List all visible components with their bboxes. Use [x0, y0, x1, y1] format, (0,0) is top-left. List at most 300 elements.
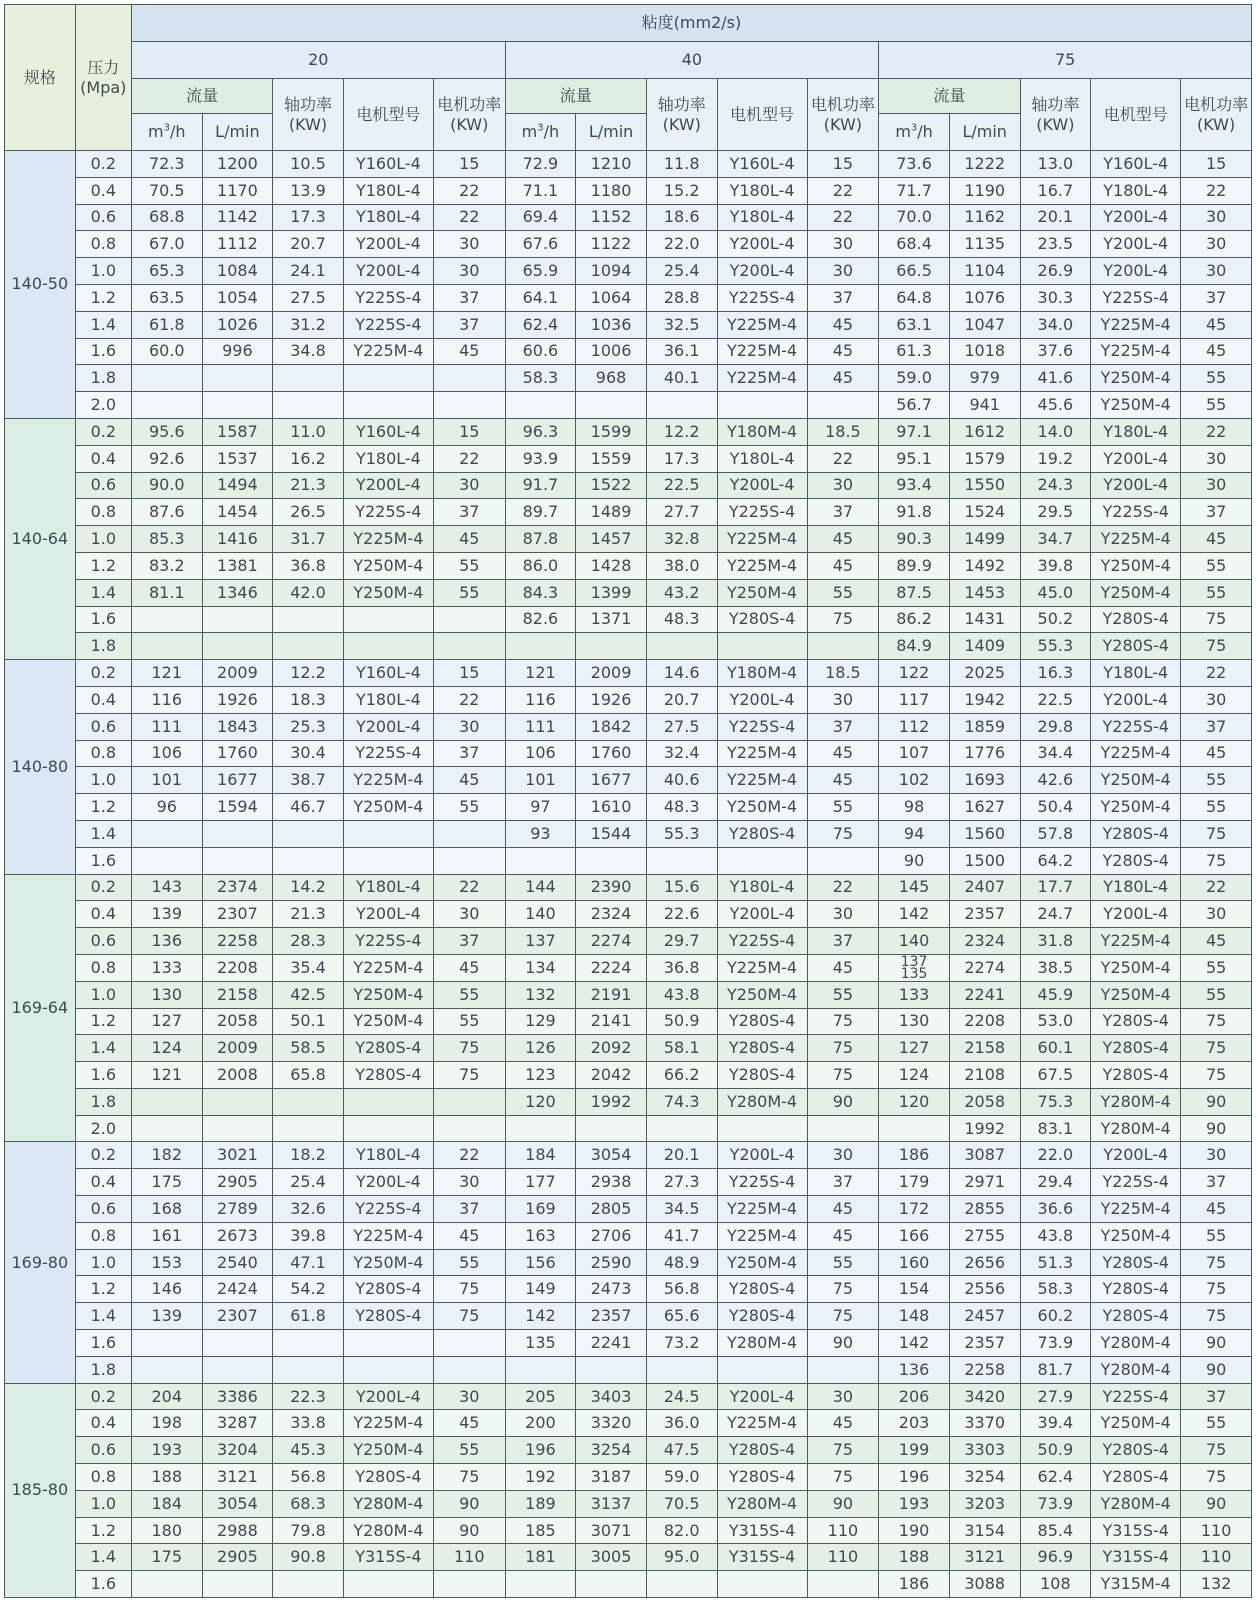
value-cell: 1094 [576, 258, 647, 285]
value-cell: Y180L-4 [1091, 177, 1181, 204]
value-cell: 37 [433, 1196, 505, 1223]
value-cell: Y280M-4 [343, 1490, 433, 1517]
value-cell: 1579 [949, 445, 1020, 472]
value-cell: 71.1 [505, 177, 576, 204]
value-cell: Y180L-4 [343, 874, 433, 901]
value-cell: 126 [505, 1035, 576, 1062]
value-cell: 45.6 [1020, 392, 1091, 419]
value-cell: Y225M-4 [1091, 526, 1181, 553]
value-cell: Y225M-4 [1091, 338, 1181, 365]
value-cell: 3088 [949, 1571, 1020, 1598]
value-cell: 1627 [949, 794, 1020, 821]
value-cell: 15 [433, 151, 505, 178]
value-cell: 95.0 [646, 1544, 717, 1571]
value-cell: 45.0 [1020, 579, 1091, 606]
value-cell: 2307 [202, 1303, 273, 1330]
value-cell: 199 [879, 1437, 950, 1464]
pressure-cell: 1.6 [75, 1330, 131, 1357]
table-row [5, 1062, 1252, 1089]
value-cell: 2258 [202, 928, 273, 955]
shaft-power-label: 轴功率 [657, 94, 706, 114]
value-cell: 1524 [949, 499, 1020, 526]
value-cell: 86.2 [879, 606, 950, 633]
value-cell: 124 [879, 1062, 950, 1089]
table-row [5, 1222, 1252, 1249]
value-cell: 55 [1181, 767, 1252, 794]
value-cell: 55 [433, 579, 505, 606]
value-cell: 55 [433, 1008, 505, 1035]
value-cell: Y225S-4 [343, 284, 433, 311]
value-cell: Y200L-4 [717, 231, 807, 258]
value-cell: Y250M-4 [1091, 767, 1181, 794]
value-cell: 185 [505, 1517, 576, 1544]
flow-lmin-header: L/min [949, 114, 1020, 151]
value-cell: 75 [807, 1437, 879, 1464]
value-cell: 87.6 [131, 499, 202, 526]
value-cell: 1494 [202, 472, 273, 499]
value-cell: 1500 [949, 847, 1020, 874]
pressure-cell: 1.2 [75, 794, 131, 821]
table-row [5, 794, 1252, 821]
value-cell [343, 1115, 433, 1142]
value-cell: Y225M-4 [717, 365, 807, 392]
table-row [5, 1142, 1252, 1169]
pressure-cell: 1.6 [75, 1571, 131, 1598]
value-cell: 55 [807, 1249, 879, 1276]
value-cell: 22 [433, 204, 505, 231]
pressure-cell: 1.2 [75, 1276, 131, 1303]
flow-header: 流量 [879, 79, 1020, 114]
table-row [5, 981, 1252, 1008]
value-cell: 184 [505, 1142, 576, 1169]
flow-m3h-prefix: m [895, 122, 911, 141]
value-cell: 121 [131, 660, 202, 687]
flow-lmin-header: L/min [576, 114, 647, 151]
value-cell: 14.0 [1020, 418, 1091, 445]
value-cell: 75 [807, 820, 879, 847]
value-cell: 96 [131, 794, 202, 821]
value-cell: Y200L-4 [1091, 445, 1181, 472]
value-cell: 55 [433, 552, 505, 579]
value-cell: 1222 [949, 151, 1020, 178]
value-cell: 25.4 [646, 258, 717, 285]
value-cell [433, 1088, 505, 1115]
value-cell: 22.5 [646, 472, 717, 499]
viscosity-75-header: 75 [879, 42, 1252, 79]
value-cell: 67.0 [131, 231, 202, 258]
value-cell: Y225S-4 [1091, 1383, 1181, 1410]
value-cell: Y225S-4 [343, 499, 433, 526]
table-row [5, 445, 1252, 472]
value-cell: 1760 [576, 740, 647, 767]
value-cell: 40.1 [646, 365, 717, 392]
value-cell: 1776 [949, 740, 1020, 767]
table-row [5, 874, 1252, 901]
pressure-cell: 1.2 [75, 1008, 131, 1035]
pressure-cell: 1.4 [75, 1303, 131, 1330]
value-cell: Y225M-4 [717, 954, 807, 981]
value-cell: 45 [1181, 526, 1252, 553]
value-cell: 34.5 [646, 1196, 717, 1223]
spec-cell: 140-50 [5, 151, 76, 419]
value-cell: 55 [1181, 1222, 1252, 1249]
table-row [5, 767, 1252, 794]
value-cell: 45 [807, 740, 879, 767]
value-cell: 50.9 [646, 1008, 717, 1035]
value-cell: 190 [879, 1517, 950, 1544]
value-cell: 15 [1181, 151, 1252, 178]
value-cell: 2274 [949, 954, 1020, 981]
table-row [5, 606, 1252, 633]
value-cell: Y280S-4 [1091, 1008, 1181, 1035]
value-cell: 1492 [949, 552, 1020, 579]
value-cell: Y280S-4 [717, 1276, 807, 1303]
value-cell: 30 [433, 1169, 505, 1196]
value-cell: Y180L-4 [343, 445, 433, 472]
value-cell: 1170 [202, 177, 273, 204]
value-cell: 25.3 [273, 713, 344, 740]
value-cell: 193 [879, 1490, 950, 1517]
value-cell: 69.4 [505, 204, 576, 231]
value-cell: 3121 [949, 1544, 1020, 1571]
value-cell [433, 392, 505, 419]
table-row [5, 686, 1252, 713]
value-cell: 13.9 [273, 177, 344, 204]
value-cell: Y250M-4 [717, 981, 807, 1008]
value-cell: 1416 [202, 526, 273, 553]
value-cell: 188 [131, 1464, 202, 1491]
value-cell: 50.4 [1020, 794, 1091, 821]
value-cell [131, 633, 202, 660]
value-cell: Y250M-4 [1091, 1222, 1181, 1249]
pressure-cell: 1.2 [75, 1517, 131, 1544]
value-cell: Y280M-4 [717, 1088, 807, 1115]
value-cell: Y225M-4 [717, 338, 807, 365]
value-cell: 15 [433, 418, 505, 445]
value-cell: Y200L-4 [717, 1383, 807, 1410]
value-cell: 68.3 [273, 1490, 344, 1517]
value-cell: 2590 [576, 1249, 647, 1276]
value-cell: 1112 [202, 231, 273, 258]
value-cell: 64.1 [505, 284, 576, 311]
value-cell: 21.3 [273, 472, 344, 499]
value-cell: Y225S-4 [717, 1169, 807, 1196]
value-cell: 2938 [576, 1169, 647, 1196]
value-cell: 30 [1181, 445, 1252, 472]
value-cell: 1843 [202, 713, 273, 740]
table-header [5, 5, 1252, 151]
value-cell: 97.1 [879, 418, 950, 445]
value-cell: Y280S-4 [717, 1303, 807, 1330]
value-cell: 102 [879, 767, 950, 794]
value-cell: 65.9 [505, 258, 576, 285]
value-cell: 75 [807, 1464, 879, 1491]
value-cell: 1610 [576, 794, 647, 821]
value-cell [505, 1571, 576, 1598]
value-cell: 1453 [949, 579, 1020, 606]
value-cell [131, 606, 202, 633]
value-cell: Y225S-4 [1091, 1169, 1181, 1196]
value-cell: 16.2 [273, 445, 344, 472]
value-cell: 30 [433, 713, 505, 740]
value-cell: 1454 [202, 499, 273, 526]
value-cell: 121 [505, 660, 576, 687]
value-cell: 2424 [202, 1276, 273, 1303]
value-cell: 85.4 [1020, 1517, 1091, 1544]
value-cell: 2324 [576, 901, 647, 928]
value-cell: 22.3 [273, 1383, 344, 1410]
value-cell: 68.4 [879, 231, 950, 258]
value-cell: Y315S-4 [717, 1544, 807, 1571]
value-cell: 75 [807, 1062, 879, 1089]
value-cell [343, 392, 433, 419]
value-cell: 55 [807, 794, 879, 821]
value-cell: 66.5 [879, 258, 950, 285]
value-cell: 45 [1181, 928, 1252, 955]
value-cell: 87.8 [505, 526, 576, 553]
value-cell [576, 1356, 647, 1383]
value-cell: Y225M-4 [343, 338, 433, 365]
pressure-cell: 1.0 [75, 767, 131, 794]
value-cell: Y280M-4 [1091, 1356, 1181, 1383]
value-cell: 205 [505, 1383, 576, 1410]
value-cell: 97 [505, 794, 576, 821]
value-cell: 93 [505, 820, 576, 847]
spec-cell: 169-64 [5, 874, 76, 1142]
value-cell: 75 [1181, 1437, 1252, 1464]
value-cell: 37 [807, 713, 879, 740]
value-cell [131, 1115, 202, 1142]
value-cell: 1381 [202, 552, 273, 579]
value-cell: 67.6 [505, 231, 576, 258]
value-cell: 75 [1181, 1062, 1252, 1089]
value-cell: Y200L-4 [717, 1142, 807, 1169]
motor-power-header [1181, 79, 1252, 151]
table-row [5, 1437, 1252, 1464]
value-cell: 2042 [576, 1062, 647, 1089]
value-cell: 20.1 [646, 1142, 717, 1169]
table-row [5, 177, 1252, 204]
value-cell: 98 [879, 794, 950, 821]
value-cell [717, 1115, 807, 1142]
value-cell: 90 [1181, 1490, 1252, 1517]
value-cell: 16.7 [1020, 177, 1091, 204]
table-row [5, 338, 1252, 365]
value-cell: Y200L-4 [343, 901, 433, 928]
value-cell: 2357 [576, 1303, 647, 1330]
value-cell: Y180L-4 [343, 686, 433, 713]
pressure-cell: 1.8 [75, 633, 131, 660]
value-cell: 37 [433, 311, 505, 338]
value-cell: 94 [879, 820, 950, 847]
pressure-cell: 0.2 [75, 418, 131, 445]
value-cell: 2407 [949, 874, 1020, 901]
value-cell: 55 [1181, 1410, 1252, 1437]
value-cell [807, 847, 879, 874]
shaft-power-unit: (KW) [662, 114, 701, 134]
value-cell: 45 [1181, 338, 1252, 365]
pressure-label: 压力 [87, 57, 120, 77]
value-cell [807, 633, 879, 660]
value-cell: 1346 [202, 579, 273, 606]
value-cell: Y225S-4 [343, 740, 433, 767]
value-cell: 58.1 [646, 1035, 717, 1062]
value-cell: Y225M-4 [717, 767, 807, 794]
value-cell: 72.3 [131, 151, 202, 178]
motor-power-header [433, 79, 505, 151]
pressure-cell: 1.4 [75, 1544, 131, 1571]
value-cell: Y315S-4 [717, 1517, 807, 1544]
value-cell: Y225S-4 [1091, 713, 1181, 740]
value-cell [576, 392, 647, 419]
value-cell: Y280S-4 [1091, 847, 1181, 874]
pressure-cell: 2.0 [75, 392, 131, 419]
value-cell: Y200L-4 [717, 901, 807, 928]
value-cell: 55 [1181, 365, 1252, 392]
pressure-cell: 0.6 [75, 713, 131, 740]
value-cell: 55 [1181, 794, 1252, 821]
value-cell: 2789 [202, 1196, 273, 1223]
value-cell: 1084 [202, 258, 273, 285]
flow-header: 流量 [505, 79, 646, 114]
value-cell: 32.4 [646, 740, 717, 767]
value-cell: Y200L-4 [343, 258, 433, 285]
value-cell: 37 [1181, 284, 1252, 311]
value-cell: 23.5 [1020, 231, 1091, 258]
table-row [5, 579, 1252, 606]
value-cell: 50.1 [273, 1008, 344, 1035]
value-cell: Y160L-4 [717, 151, 807, 178]
value-cell: 55 [433, 794, 505, 821]
value-cell [807, 1356, 879, 1383]
value-cell: 2108 [949, 1062, 1020, 1089]
value-cell: Y250M-4 [1091, 392, 1181, 419]
value-cell: 75 [1181, 1035, 1252, 1062]
value-cell: 31.2 [273, 311, 344, 338]
value-cell: Y225S-4 [717, 499, 807, 526]
motor-model-header: 电机型号 [343, 79, 433, 151]
value-cell: 136 [131, 928, 202, 955]
value-cell: 56.7 [879, 392, 950, 419]
value-cell: 1162 [949, 204, 1020, 231]
value-cell [717, 1571, 807, 1598]
pressure-cell: 0.6 [75, 1437, 131, 1464]
value-cell: 144 [505, 874, 576, 901]
value-cell: Y200L-4 [343, 1169, 433, 1196]
value-cell: 2457 [949, 1303, 1020, 1330]
pump-performance-table [4, 4, 1252, 1598]
value-cell: 2208 [202, 954, 273, 981]
spec-cell: 140-80 [5, 660, 76, 874]
flow-m3h-sup: 3 [537, 122, 544, 134]
flow-header: 流量 [131, 79, 272, 114]
value-cell: 90 [879, 847, 950, 874]
value-cell: 134 [505, 954, 576, 981]
value-cell: 14.2 [273, 874, 344, 901]
value-cell: 37 [433, 928, 505, 955]
value-cell: 90 [433, 1490, 505, 1517]
value-cell: 101 [131, 767, 202, 794]
value-cell: Y280M-4 [717, 1490, 807, 1517]
value-cell: 1047 [949, 311, 1020, 338]
value-cell [879, 1115, 950, 1142]
value-cell: 60.2 [1020, 1303, 1091, 1330]
value-cell: 133 [879, 981, 950, 1008]
value-cell: 18.5 [807, 418, 879, 445]
pressure-cell: 1.6 [75, 847, 131, 874]
value-cell: 112 [879, 713, 950, 740]
value-cell: 55 [433, 1437, 505, 1464]
table-row [5, 499, 1252, 526]
value-cell [202, 1356, 273, 1383]
value-cell [131, 1330, 202, 1357]
value-cell: 1399 [576, 579, 647, 606]
value-cell: Y180L-4 [717, 874, 807, 901]
flow-m3h-suffix: /h [917, 122, 933, 141]
value-cell: Y225M-4 [343, 1222, 433, 1249]
value-cell [202, 606, 273, 633]
value-cell: 71.7 [879, 177, 950, 204]
value-cell: 75 [1181, 606, 1252, 633]
value-cell: 106 [131, 740, 202, 767]
value-cell: 3287 [202, 1410, 273, 1437]
table-row [5, 1115, 1252, 1142]
value-cell: 34.0 [1020, 311, 1091, 338]
pressure-cell: 0.4 [75, 445, 131, 472]
shaft-power-unit: (KW) [288, 114, 328, 134]
value-cell: 2805 [576, 1196, 647, 1223]
value-cell [807, 1571, 879, 1598]
value-cell [646, 847, 717, 874]
value-cell: 75 [1181, 1464, 1252, 1491]
value-cell: 73.9 [1020, 1490, 1091, 1517]
value-cell [576, 1115, 647, 1142]
value-cell: 45 [433, 1222, 505, 1249]
value-cell: 2905 [202, 1169, 273, 1196]
value-cell: 24.7 [1020, 901, 1091, 928]
value-cell [202, 392, 273, 419]
value-cell: 61.8 [273, 1303, 344, 1330]
flow-m3h-sup: 3 [910, 122, 918, 134]
shaft-power-header [646, 79, 717, 151]
value-cell: 11.8 [646, 151, 717, 178]
value-cell [131, 1356, 202, 1383]
value-cell: 3071 [576, 1517, 647, 1544]
pressure-cell: 1.6 [75, 1062, 131, 1089]
value-cell: 2208 [949, 1008, 1020, 1035]
viscosity-20-header: 20 [131, 42, 505, 79]
value-cell: 59.0 [879, 365, 950, 392]
table-row [5, 713, 1252, 740]
value-cell: 2390 [576, 874, 647, 901]
value-cell: 55.3 [646, 820, 717, 847]
value-cell: Y180L-4 [1091, 418, 1181, 445]
value-cell: 2656 [949, 1249, 1020, 1276]
value-cell: Y225M-4 [343, 1410, 433, 1437]
value-cell: Y280S-4 [717, 1062, 807, 1089]
motor-power-unit: (KW) [1197, 114, 1236, 134]
value-cell: 65.6 [646, 1303, 717, 1330]
value-cell: 1693 [949, 767, 1020, 794]
pressure-cell: 0.2 [75, 874, 131, 901]
value-cell: 53.0 [1020, 1008, 1091, 1035]
value-cell: 129 [505, 1008, 576, 1035]
value-cell: 40.6 [646, 767, 717, 794]
value-cell: 73.2 [646, 1330, 717, 1357]
value-cell: Y225M-4 [343, 526, 433, 553]
value-cell: 45 [807, 1196, 879, 1223]
value-cell: 996 [202, 338, 273, 365]
